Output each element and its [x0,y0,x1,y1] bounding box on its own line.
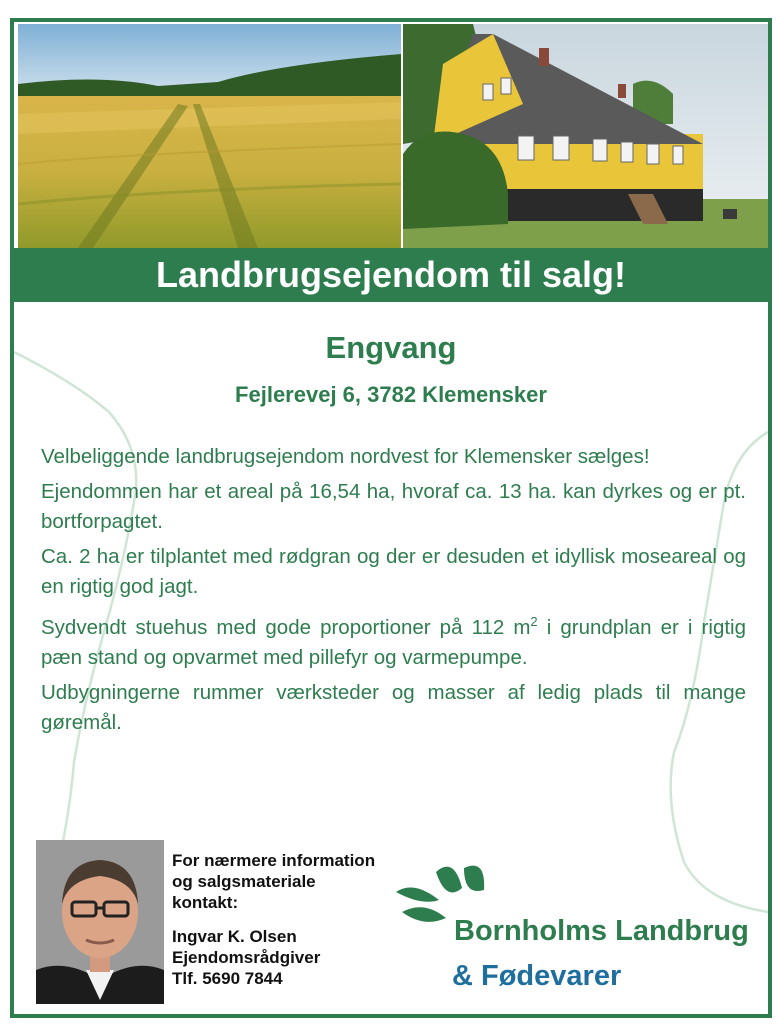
contact-name: Ingvar K. Olsen [172,927,297,946]
farmhouse-photo [403,24,768,248]
description-paragraph: Velbeliggende landbrugsejendom nordvest for Klemensker sælges! [41,445,650,468]
contact-phone: Tlf. 5690 7844 [172,969,283,988]
description-paragraph [41,607,746,673]
header-photos [18,24,768,248]
contact-intro-line: kontakt: [172,893,239,912]
description [41,442,746,743]
text-run: i grundplan er i rigtig pæn stand og opvarmet med pillefyr og varmepumpe. [41,615,746,669]
description-paragraph: Ca. 2 ha er tilplantet med rødgran og der er desuden et idyllisk moseareal og en rigtig god jagt. [41,545,746,598]
property-address: Fejlerevej 6, 3782 Klemensker [235,382,547,407]
contact-title: Ejendomsrådgiver [172,948,321,967]
description-paragraph: Ejendommen har et areal på 16,54 ha, hvoraf ca. 13 ha. kan dyrkes og er pt. bortforpagtet. [41,480,746,533]
contact-portrait [36,840,164,1004]
contact-intro-line: og salgsmateriale [172,872,316,891]
wheat-field-photo [18,24,401,248]
text-run: Sydvendt stuehus med gode proportioner på 112 m [41,615,531,639]
superscript: 2 [530,614,538,629]
flyer-frame [10,18,772,1018]
logo-text-line1: Bornholms Landbrug [454,915,749,947]
description-paragraph: Udbygningerne rummer værksteder og masser af ledig plads til mange gøremål. [41,680,746,734]
banner [14,248,768,302]
contact-info [172,850,432,989]
banner-title: Landbrugsejendom til salg! [155,254,627,295]
property-name: Engvang [325,330,457,365]
contact-intro-line: For nærmere information [172,851,376,870]
logo-text-line2: & Fødevarer [452,960,622,992]
